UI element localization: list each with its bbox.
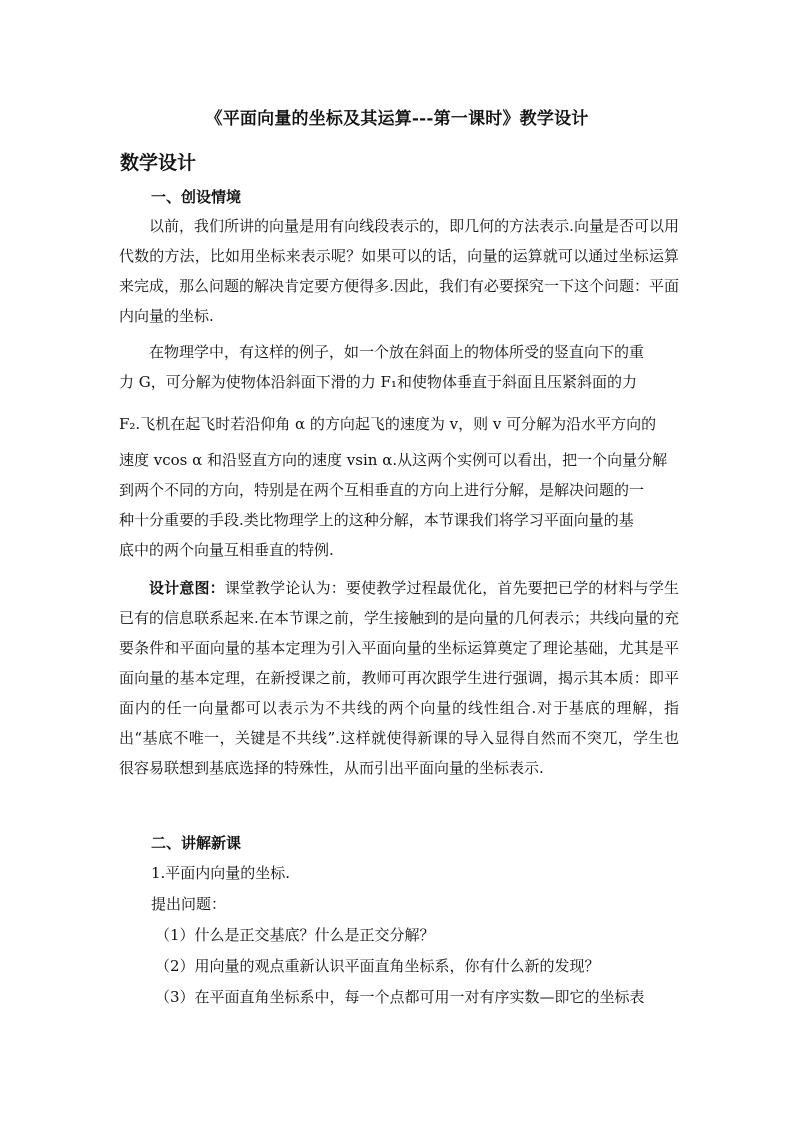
part1-paragraph-2-line-5: 到两个不同的方向，特别是在两个互相垂直的方向上进行分解，是解决问题的一 (119, 481, 645, 499)
part2-item-1: 1.平面内向量的坐标. (151, 864, 291, 882)
part2-heading: 二、讲解新课 (151, 834, 242, 852)
document-title: 《平面向量的坐标及其运算---第一课时》教学设计 (205, 109, 589, 129)
part1-heading: 一、创设情境 (151, 188, 242, 206)
part2-prompt: 提出问题： (151, 895, 227, 913)
design-intent-label: 设计意图： (149, 579, 225, 597)
section-heading: 数学设计 (120, 152, 197, 174)
part1-paragraph-2-line-1: 在物理学中，有这样的例子，如一个放在斜面上的物体所受的竖直向下的重 (149, 343, 645, 361)
question-3: （3）在平面直角坐标系中，每一个点都可用一对有序实数—即它的坐标表 (155, 988, 645, 1006)
design-intent-paragraph (119, 573, 679, 783)
part1-paragraph-2-line-3: F₂.飞机在起飞时若沿仰角 α 的方向起飞的速度为 v，则 v 可分解为沿水平方向的 (119, 415, 657, 433)
part1-paragraph-2-line-7: 底中的两个向量互相垂直的特例. (119, 541, 334, 559)
part1-paragraph-2-line-6: 种十分重要的手段.类比物理学上的这种分解，本节课我们将学习平面向量的基 (119, 511, 634, 529)
design-intent-text: 课堂教学论认为：要使教学过程最优化，首先要把已学的材料与学生已有的信息联系起来.在本节课之前，学生接触到的是向量的几何表示；共线向量的充要条件和平面向量的基本定理为引入平面向量的坐标运算奠定了理论基础，尤其是平面向量的基本定理，在新授课之前，教师可再次跟学生进行强调，揭示其本质：即平面内的任一向量都可以表示为不共线的两个向量的线性组合.对于基底的理解，指出“基底不唯一，关键是不共线”.这样就使得新课的导入显得自然而不突兀，学生也很容易联想到基底选择的特殊性，从而引出平面向量的坐标表示. (119, 579, 679, 777)
question-2: （2）用向量的观点重新认识平面直角坐标系，你有什么新的发现？ (155, 957, 600, 975)
part1-paragraph-2-line-4: 速度 vcos α 和沿竖直方向的速度 vsin α.从这两个实例可以看出，把一个向量分解 (119, 451, 668, 469)
part1-paragraph-2 (119, 337, 679, 565)
part1-paragraph-2-line-2: 力 G，可分解为使物体沿斜面下滑的力 F₁和使物体垂直于斜面且压紧斜面的力 (119, 373, 637, 391)
part1-paragraph-1: 以前，我们所讲的向量是用有向线段表示的，即几何的方法表示.向量是否可以用代数的方法，比如用坐标来表示呢？如果可以的话，向量的运算就可以通过坐标运算来完成，那么问题的解决肯定要方便得多.因此，我们有必要探究一下这个问题：平面内向量的坐标. (119, 217, 679, 325)
question-1: （1）什么是正交基底？什么是正交分解？ (155, 926, 435, 944)
